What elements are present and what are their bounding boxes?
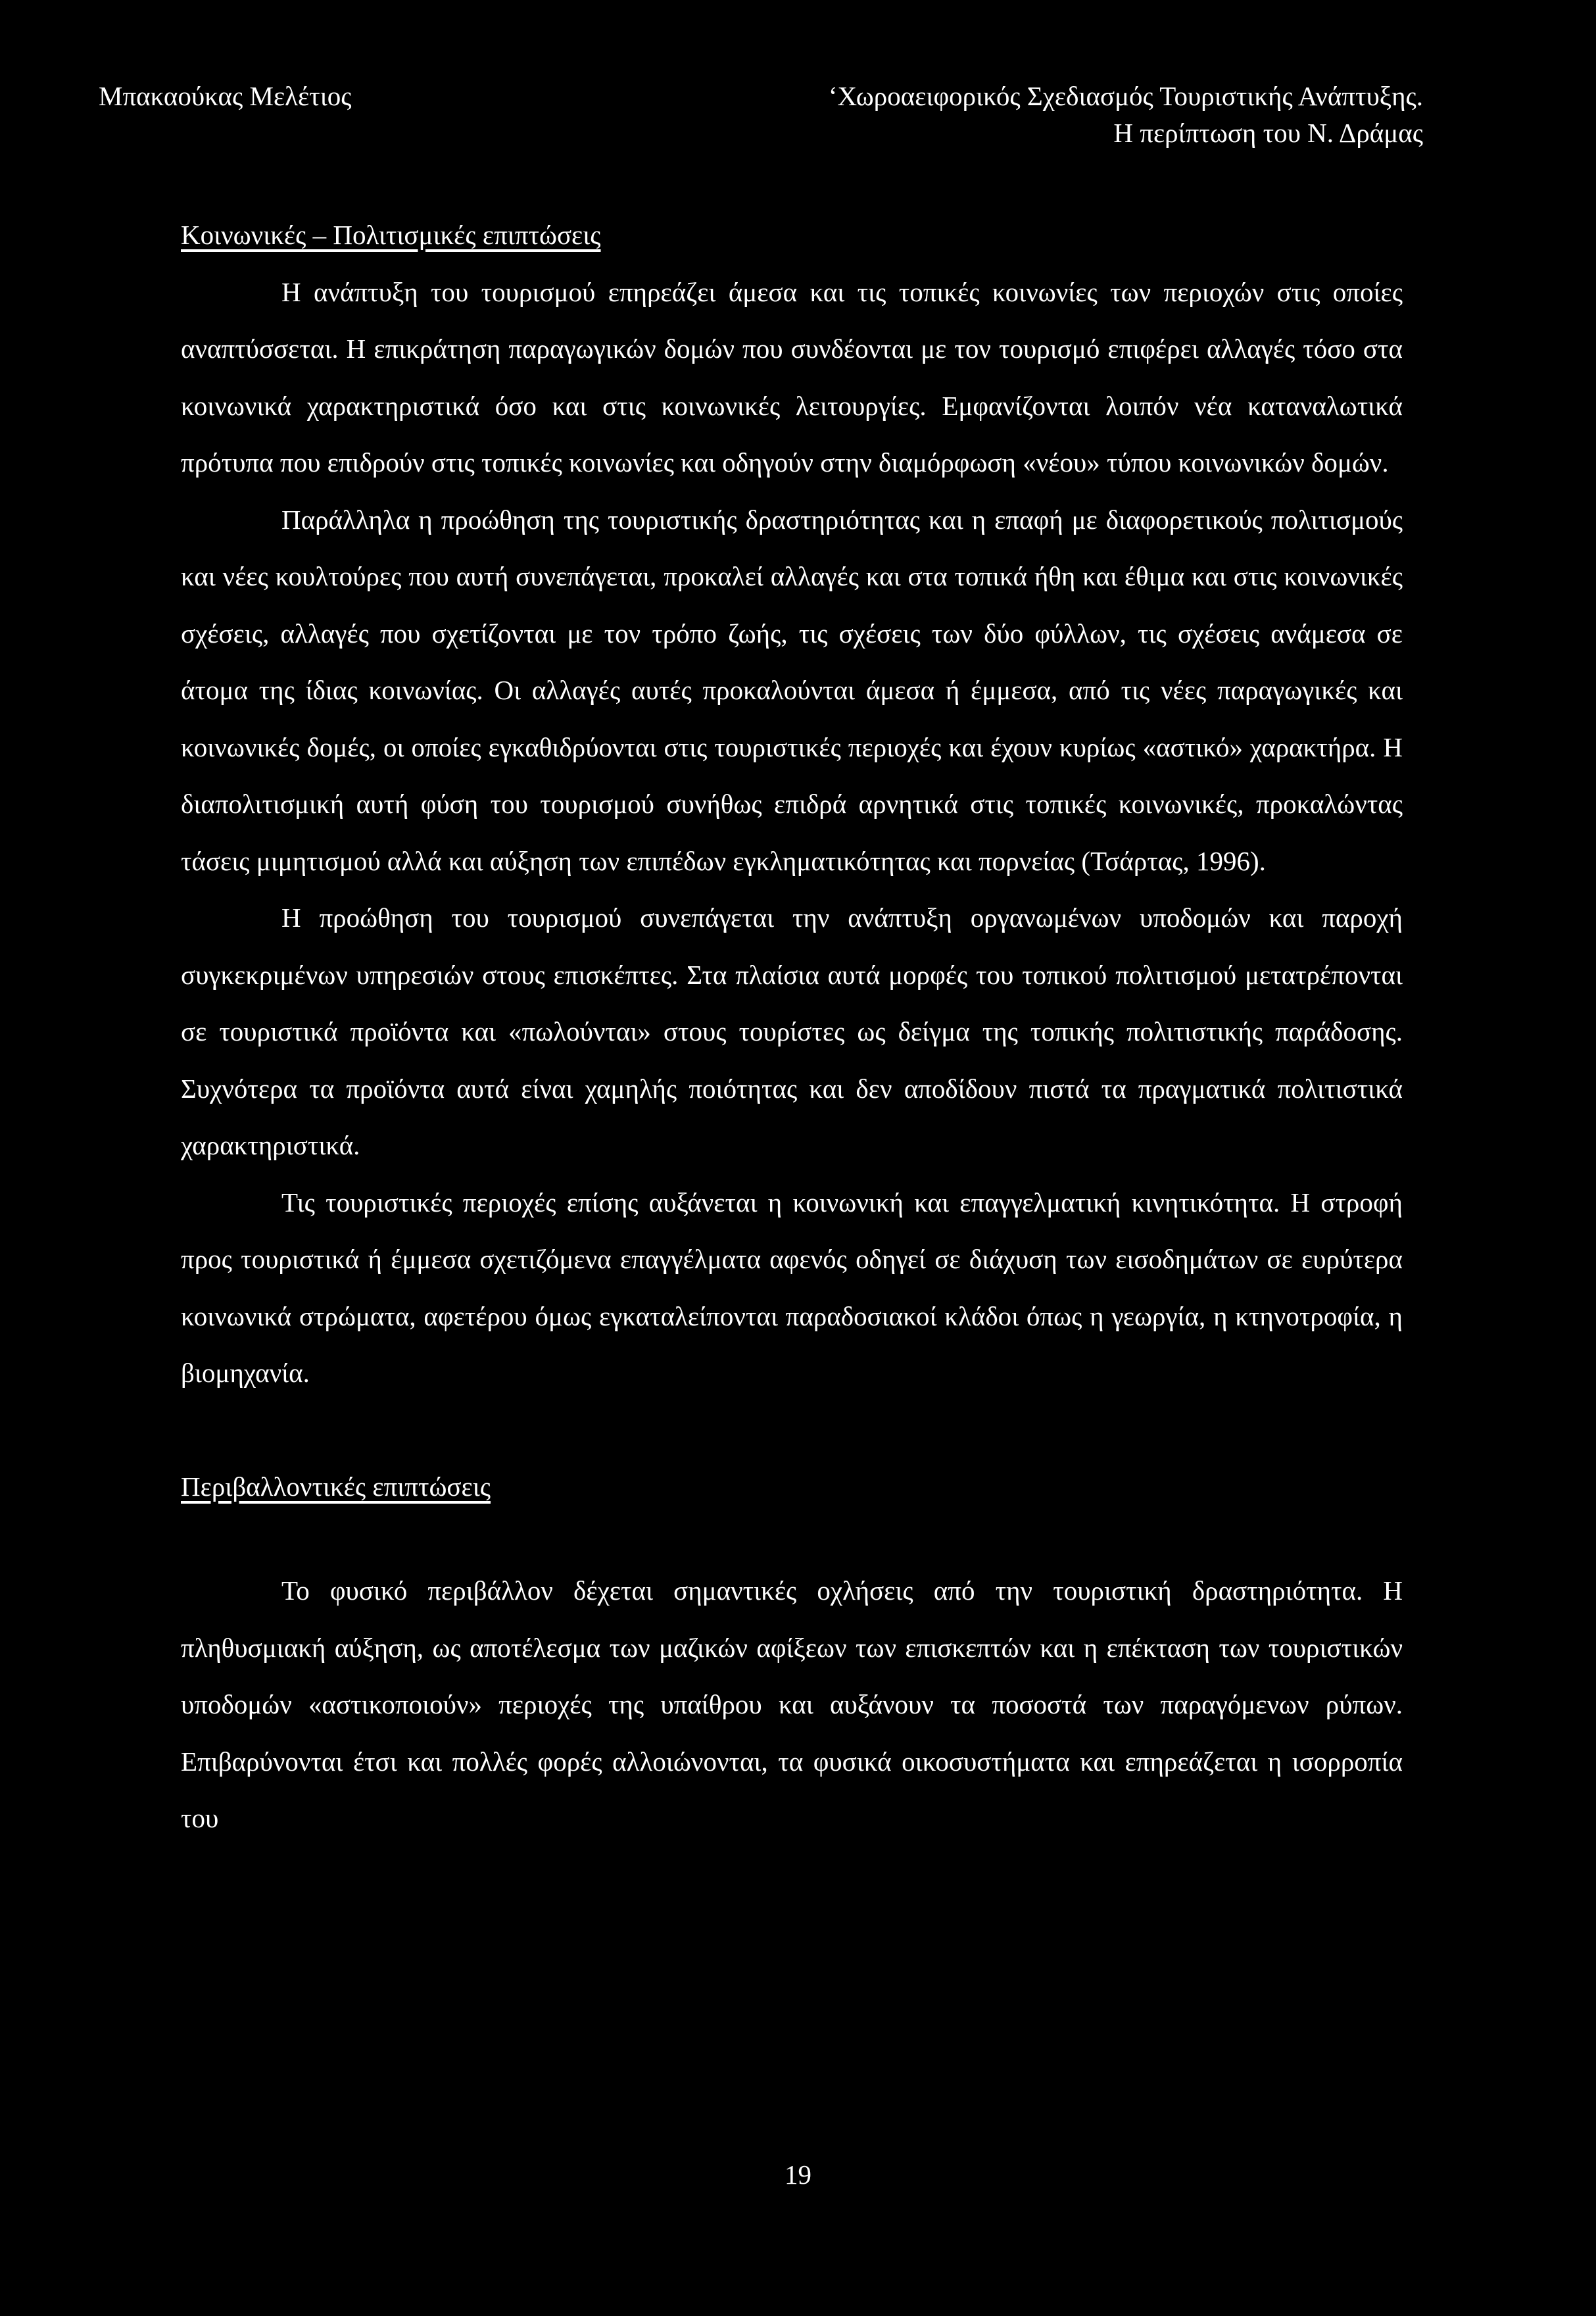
section-heading-environmental: Περιβαλλοντικές επιπτώσεις [181, 1471, 491, 1502]
header-author: Μπακαούκας Μελέτιος [99, 81, 352, 111]
paragraph: Η προώθηση του τουρισμού συνεπάγεται την ανάπτυξη οργανωμένων υποδομών και παροχή συγκεκριμένων υπηρεσιών στους επισκέπτες. Στα πλαίσια αυτά μορφές του τοπικού πολιτισμού μετατρέπονται σε τουριστικά προϊόντα και «πωλούνται» στους τουρίστες ως δείγμα της τοπικής πολιτιστικής παράδοσης. Συχνότερα τα προϊόντα αυτά είναι χαμηλής ποιότητας και δεν αποδίδουν πιστά τα πραγματικά πολιτιστικά χαρακτηριστικά. [181, 902, 1403, 1160]
section-heading-social-cultural: Κοινωνικές – Πολιτισμικές επιπτώσεις [181, 220, 601, 250]
section-spacer [181, 1402, 1403, 1458]
section-spacer [181, 1515, 1403, 1562]
page-number: 19 [785, 2159, 811, 2190]
running-header [99, 78, 1497, 163]
paragraph: Παράλληλα η προώθηση της τουριστικής δραστηριότητας και η επαφή με διαφορετικούς πολιτισμούς και νέες κουλτούρες που αυτή συνεπάγεται, προκαλεί αλλαγές και στα τοπικά ήθη και έθιμα και στις κοινωνικές σχέσεις, αλλαγές που σχετίζονται με τον τρόπο ζωής, τις σχέσεις των δύο φύλλων, τις σχέσεις ανάμεσα σε άτομα της ίδιας κοινωνίας. Οι αλλαγές αυτές προκαλούνται άμεσα ή έμμεσα, από τις νέες παραγωγικές και κοινωνικές δομές, οι οποίες εγκαθιδρύονται στις τουριστικές περιοχές και έχουν κυρίως «αστικό» χαρακτήρα. Η διαπολιτισμική αυτή φύση του τουρισμού συνήθως επιδρά αρνητικά στις τοπικές κοινωνικές, προκαλώντας τάσεις μιμητισμού αλλά και αύξηση των επιπέδων εγκληματικότητας και πορνείας (Τσάρτας, 1996). [181, 504, 1403, 876]
paragraph: Τις τουριστικές περιοχές επίσης αυξάνεται η κοινωνική και επαγγελματική κινητικότητα. Η στροφή προς τουριστικά ή έμμεσα σχετιζόμενα επαγγέλματα αφενός οδηγεί σε διάχυση των εισοδημάτων σε ευρύτερα κοινωνικά στρώματα, αφετέρου όμως εγκαταλείπονται παραδοσιακοί κλάδοι όπως η γεωργία, η κτηνοτροφία, η βιομηχανία. [181, 1187, 1403, 1388]
paragraph: Η ανάπτυξη του τουρισμού επηρεάζει άμεσα και τις τοπικές κοινωνίες των περιοχών στις οποίες αναπτύσσεται. Η επικράτηση παραγωγικών δομών που συνδέονται με τον τουρισμό επιφέρει αλλαγές τόσο στα κοινωνικά χαρακτηριστικά όσο και στις κοινωνικές λειτουργίες. Εμφανίζονται λοιπόν νέα καταναλωτικά πρότυπα που επιδρούν στις τοπικές κοινωνίες και οδηγούν στην διαμόρφωση «νέου» τύπου κοινωνικών δομών. [181, 276, 1403, 478]
page-body [181, 207, 1403, 1847]
header-title [829, 78, 1423, 151]
header-title-line-1: ‘Χωροαειφορικός Σχεδιασμός Τουριστικής Ανάπτυξης. [828, 81, 1423, 111]
paragraph: Το φυσικό περιβάλλον δέχεται σημαντικές οχλήσεις από την τουριστική δραστηριότητα. Η πληθυσμιακή αύξηση, ως αποτέλεσμα των μαζικών αφίξεων των επισκεπτών και η επέκταση των τουριστικών υποδομών «αστικοποιούν» περιοχές της υπαίθρου και αυξάνουν τα ποσοστά των παραγόμενων ρύπων. Επιβαρύνονται έτσι και πολλές φορές αλλοιώνονται, τα φυσικά οικοσυστήματα και επηρεάζεται η ισορροπία του [181, 1575, 1403, 1833]
header-title-line-2: Η περίπτωση του Ν. Δράμας [1113, 118, 1423, 148]
